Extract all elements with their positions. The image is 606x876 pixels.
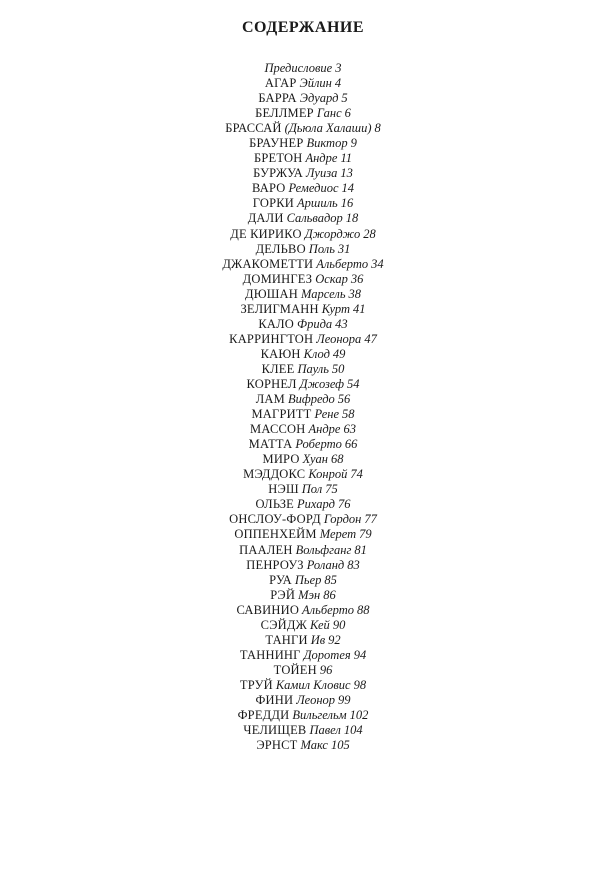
entry-page-number: 76 xyxy=(337,497,351,512)
entry-surname: ФРЕДДИ xyxy=(237,708,290,723)
entry-given-name: Роберто xyxy=(295,437,342,452)
entry-surname: ОЛЬЗЕ xyxy=(255,497,295,512)
entry-given-name: Мэн xyxy=(298,587,321,602)
entry-given-name: Сальвадор xyxy=(286,211,343,226)
entry-surname: БЕЛЛМЕР xyxy=(255,106,314,121)
toc-entry xyxy=(0,362,606,377)
entry-given-name: Пол xyxy=(301,482,323,497)
entry-given-name: Аршиль xyxy=(297,196,338,211)
entry-given-name: Доротея xyxy=(303,647,351,662)
toc-entry xyxy=(0,512,606,527)
entry-surname: БУРЖУА xyxy=(253,166,303,181)
entry-page-number: 9 xyxy=(350,136,357,151)
entry-given-name: Ганс xyxy=(316,106,342,121)
entry-page-number: 5 xyxy=(341,91,348,106)
entry-page-number: 105 xyxy=(330,738,350,753)
toc-entry xyxy=(0,166,606,181)
entry-surname: ВАРО xyxy=(251,181,286,196)
toc-entry xyxy=(0,347,606,362)
toc-entry xyxy=(0,482,606,497)
toc-entry xyxy=(0,633,606,648)
toc-entry xyxy=(0,121,606,136)
entry-surname: ОППЕНХЕЙМ xyxy=(234,527,317,542)
toc-entry xyxy=(0,257,606,272)
entry-page-number: 4 xyxy=(334,76,342,91)
entry-surname: НЭШ xyxy=(268,482,299,497)
toc-entry xyxy=(0,467,606,482)
entry-surname: БРЕТОН xyxy=(253,151,303,166)
entry-page-number: 14 xyxy=(341,181,355,196)
entry-surname: ТАНГИ xyxy=(265,632,308,647)
entry-page-number: 54 xyxy=(347,376,360,391)
toc-entry xyxy=(0,663,606,678)
entry-surname: БРАУНЕР xyxy=(249,136,304,151)
entry-given-name: Пауль xyxy=(297,361,329,376)
entry-surname: КАЛО xyxy=(258,316,295,331)
toc-entry xyxy=(0,151,606,166)
entry-page-number: 86 xyxy=(323,587,336,602)
toc-entry xyxy=(0,723,606,738)
toc-entry xyxy=(0,437,606,452)
entry-surname: ТАННИНГ xyxy=(239,647,301,662)
entry-surname: МАТТА xyxy=(248,437,293,452)
entry-surname: РУА xyxy=(269,572,292,587)
entry-page-number: 50 xyxy=(331,361,345,376)
entry-given-name: Роланд xyxy=(306,557,345,572)
entry-surname: ТРУЙ xyxy=(239,677,273,692)
entry-page-number: 13 xyxy=(340,166,353,181)
entry-given-name: Рене xyxy=(314,407,339,422)
entry-surname: ДЮШАН xyxy=(244,286,299,301)
toc-entry xyxy=(0,91,606,106)
toc-entry xyxy=(0,392,606,407)
entry-surname: КЛЕЕ xyxy=(261,361,295,376)
entry-page-number: 79 xyxy=(359,527,372,542)
entry-page-number: 34 xyxy=(371,256,384,271)
entry-surname: БРАССАЙ xyxy=(225,121,282,136)
entry-surname: ФИНИ xyxy=(255,692,294,707)
toc-entry xyxy=(0,302,606,317)
entry-page-number: 58 xyxy=(342,407,355,422)
entry-surname: ЧЕЛИЩЕВ xyxy=(243,723,307,738)
entry-given-name: Конрой xyxy=(308,467,348,482)
entry-page-number: 74 xyxy=(350,467,363,482)
entry-given-name: Эйлин xyxy=(299,76,332,91)
entry-page-number: 63 xyxy=(343,422,356,437)
toc-entry xyxy=(0,588,606,603)
toc-entry xyxy=(0,242,606,257)
entry-given-name: Поль xyxy=(308,241,335,256)
entry-page-number: 99 xyxy=(338,692,351,707)
entry-page-number: 90 xyxy=(332,617,346,632)
entry-surname: ОНСЛОУ-ФОРД xyxy=(229,512,321,527)
entry-page-number: 47 xyxy=(364,331,377,346)
entry-page-number: 16 xyxy=(340,196,354,211)
toc-entry xyxy=(0,497,606,512)
entry-surname: КАЮН xyxy=(260,346,301,361)
entry-surname: ЗЕЛИГМАНН xyxy=(240,301,319,316)
entry-surname: ТОЙЕН xyxy=(273,662,317,677)
toc-entry xyxy=(0,76,606,91)
entry-surname: КАРРИНГТОН xyxy=(229,331,314,346)
toc-entry xyxy=(0,227,606,242)
entry-surname: ПААЛЕН xyxy=(239,542,293,557)
toc-entry xyxy=(0,136,606,151)
entry-page-number: 94 xyxy=(353,647,367,662)
entry-given-name: Вифредо xyxy=(287,392,335,407)
entry-given-name: Павел xyxy=(309,723,341,738)
entry-given-name: Ремедиос xyxy=(288,181,339,196)
entry-surname: ГОРКИ xyxy=(252,196,295,211)
entry-surname: КОРНЕЛ xyxy=(246,376,297,391)
page-title: СОДЕРЖАНИЕ xyxy=(241,19,365,36)
entry-given-name: Камил Кловис xyxy=(275,677,351,692)
toc-entry xyxy=(0,106,606,121)
entry-surname: СЭЙДЖ xyxy=(260,617,308,632)
entry-given-name: Фрида xyxy=(297,316,333,331)
entry-given-name: Виктор xyxy=(306,136,348,151)
entry-surname: ЛАМ xyxy=(255,392,285,407)
entry-given-name: Рихард xyxy=(297,497,335,512)
entry-surname: РЭЙ xyxy=(270,587,296,602)
entry-surname: ДЖАКОМЕТТИ xyxy=(222,256,314,271)
toc-entry xyxy=(0,287,606,302)
entry-page-number: 66 xyxy=(344,437,358,452)
toc-entry xyxy=(0,603,606,618)
entry-given-name: Леонор xyxy=(296,692,336,707)
entry-given-name: Ив xyxy=(310,632,326,647)
entry-given-name: Клод xyxy=(303,346,330,361)
toc-entry xyxy=(0,618,606,633)
entry-given-name: Кей xyxy=(310,617,330,632)
toc-entry xyxy=(0,407,606,422)
toc-entry xyxy=(0,452,606,467)
toc-entry xyxy=(0,422,606,437)
entry-surname: МИРО xyxy=(262,452,300,467)
toc-entry xyxy=(0,211,606,226)
entry-page-number: 75 xyxy=(325,482,338,497)
toc-entry xyxy=(0,272,606,287)
entry-given-name: Леонора xyxy=(316,331,362,346)
entry-page-number: 102 xyxy=(349,708,369,723)
entry-surname: ПЕНРОУЗ xyxy=(246,557,304,572)
toc-entry xyxy=(0,693,606,708)
entry-given-name: Вольфганг xyxy=(295,542,352,557)
entry-page-number: 11 xyxy=(340,151,353,166)
entry-page-number: 83 xyxy=(347,557,360,572)
entry-surname: ДЕ КИРИКО xyxy=(230,226,302,241)
entry-given-name: Альберто xyxy=(302,602,355,617)
toc-entry xyxy=(0,332,606,347)
entry-page-number: 43 xyxy=(335,316,348,331)
entry-given-name: Макс xyxy=(300,738,328,753)
entry-page-number: 31 xyxy=(337,241,351,256)
entry-surname: ЭРНСТ xyxy=(256,738,298,753)
entry-surname: ДОМИНГЕЗ xyxy=(242,271,313,286)
entry-given-name: Гордон xyxy=(323,512,362,527)
entry-page-number: 18 xyxy=(345,211,359,226)
toc-entry xyxy=(0,181,606,196)
entry-surname: ДАЛИ xyxy=(247,211,284,226)
entry-page-number: 81 xyxy=(354,542,367,557)
entry-page-number: 88 xyxy=(357,602,370,617)
entry-given-name: Вильгельм xyxy=(292,708,347,723)
entry-given-name: Джозеф xyxy=(299,376,345,391)
toc-entry xyxy=(0,317,606,332)
toc-entry xyxy=(0,708,606,723)
toc-entry xyxy=(0,527,606,542)
entry-given-name: (Дьюла Халаши) xyxy=(284,121,372,136)
entry-page-number: 68 xyxy=(330,452,344,467)
entry-page-number: 98 xyxy=(353,677,367,692)
entry-given-name: Луиза xyxy=(305,166,338,181)
entry-page-number: 28 xyxy=(363,226,376,241)
entry-given-name: Андре xyxy=(308,422,341,437)
entry-surname: САВИНИО xyxy=(236,602,300,617)
entry-given-name: Курт xyxy=(321,301,351,316)
entry-surname: МАССОН xyxy=(250,422,306,437)
toc-entry xyxy=(0,377,606,392)
entry-given-name: Оскар xyxy=(315,271,348,286)
toc-entry xyxy=(0,558,606,573)
toc-entry xyxy=(0,543,606,558)
preface-label: Предисловие xyxy=(264,61,333,75)
entry-surname: БАРРА xyxy=(258,91,297,106)
entry-surname: АГАР xyxy=(264,76,297,91)
entry-page-number: 41 xyxy=(353,301,366,316)
toc-entry xyxy=(0,678,606,693)
toc-preface xyxy=(0,61,606,76)
table-of-contents xyxy=(0,61,606,753)
entry-given-name: Эдуард xyxy=(299,91,339,106)
entry-page-number: 104 xyxy=(343,723,363,738)
entry-given-name: Хуан xyxy=(302,452,328,467)
entry-page-number: 49 xyxy=(332,346,346,361)
toc-entry xyxy=(0,738,606,753)
entry-page-number: 38 xyxy=(348,286,362,301)
entry-given-name: Пьер xyxy=(294,572,322,587)
entry-page-number: 56 xyxy=(337,392,351,407)
entry-given-name: Альберто xyxy=(316,256,369,271)
entry-surname: ДЕЛЬВО xyxy=(255,241,306,256)
entry-page-number: 6 xyxy=(344,106,351,121)
entry-page-number: 77 xyxy=(364,512,377,527)
entry-given-name: Андре xyxy=(305,151,338,166)
entry-given-name: Марсель xyxy=(301,286,346,301)
entry-page-number: 8 xyxy=(374,121,381,136)
toc-entry xyxy=(0,648,606,663)
entry-page-number: 85 xyxy=(324,572,337,587)
entry-page-number: 92 xyxy=(328,632,341,647)
preface-page-number: 3 xyxy=(335,61,342,75)
entry-given-name: Джорджо xyxy=(304,226,361,241)
entry-surname: МАГРИТТ xyxy=(251,407,312,422)
entry-surname: МЭДДОКС xyxy=(243,467,306,482)
toc-entry xyxy=(0,573,606,588)
toc-entry xyxy=(0,196,606,211)
entry-given-name: Мерет xyxy=(319,527,357,542)
entry-page-number: 96 xyxy=(319,662,333,677)
entry-page-number: 36 xyxy=(350,271,364,286)
